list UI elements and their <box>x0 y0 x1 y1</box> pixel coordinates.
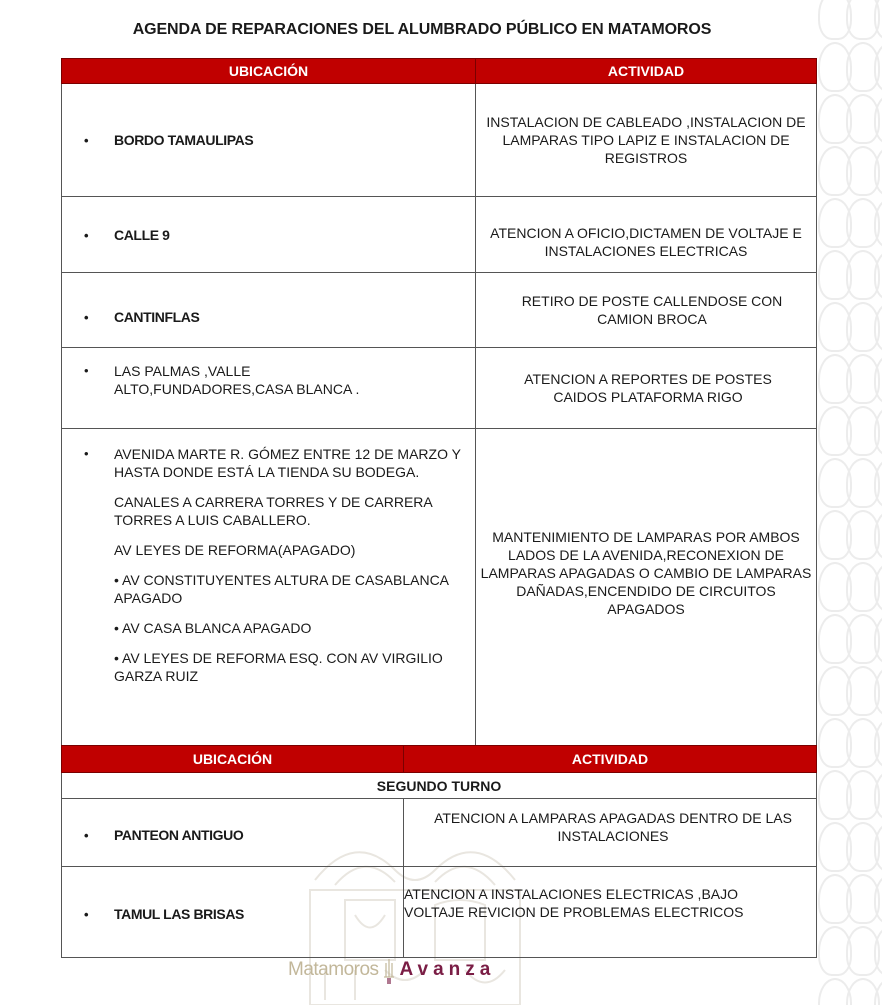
watermark-leaf <box>874 406 882 456</box>
watermark-leaf <box>874 874 882 924</box>
location-text: CANTINFLAS <box>114 309 200 325</box>
watermark-leaf <box>818 354 852 404</box>
watermark-leaf <box>874 510 882 560</box>
watermark-leaf <box>874 458 882 508</box>
location-text: TAMUL LAS BRISAS <box>114 906 244 922</box>
table-header-row <box>62 59 817 84</box>
watermark-leaf <box>874 562 882 612</box>
bullet: • <box>84 907 89 922</box>
repairs-table-first-shift <box>61 58 817 746</box>
table-row <box>62 348 817 429</box>
location-cell <box>62 429 476 746</box>
watermark-leaf <box>846 42 880 92</box>
watermark-leaf <box>818 926 852 976</box>
activity-cell: INSTALACION DE CABLEADO ,INSTALACION DE LAMPARAS TIPO LAPIZ E INSTALACION DE REGISTROS <box>476 84 817 197</box>
watermark-leaf <box>874 614 882 664</box>
watermark-leaf <box>874 666 882 716</box>
watermark-leaf <box>846 666 880 716</box>
watermark-leaf <box>818 614 852 664</box>
watermark-leaf <box>874 146 882 196</box>
table-row <box>62 273 817 348</box>
watermark-leaf <box>846 822 880 872</box>
watermark-leaf <box>846 510 880 560</box>
watermark-leaf <box>846 926 880 976</box>
watermark-leaf <box>874 198 882 248</box>
watermark-leaf <box>846 614 880 664</box>
watermark-leaf <box>818 406 852 456</box>
watermark-leaf <box>818 302 852 352</box>
table-header-row <box>62 746 817 773</box>
watermark-leaf <box>818 666 852 716</box>
bullet: • <box>84 227 89 243</box>
watermark-leaf <box>818 94 852 144</box>
watermark-leaf <box>874 770 882 820</box>
watermark-leaf <box>846 562 880 612</box>
watermark-leaf <box>846 978 880 1005</box>
bullet: • <box>84 363 89 378</box>
watermark-leaf <box>818 250 852 300</box>
matamoros-avanza-logo <box>288 955 568 985</box>
watermark-leaf <box>818 562 852 612</box>
watermark-leaf <box>846 146 880 196</box>
bullet: • <box>84 310 89 325</box>
activity-cell: ATENCION A INSTALACIONES ELECTRICAS ,BAJO VOLTAJE REVICION DE PROBLEMAS ELECTRICOS <box>404 867 817 958</box>
table-row <box>62 799 817 867</box>
watermark-leaf <box>846 250 880 300</box>
header-location: UBICACIÓN <box>62 746 404 773</box>
watermark-leaf <box>818 510 852 560</box>
bullet: • <box>84 133 89 148</box>
watermark-leaf <box>874 94 882 144</box>
watermark-leaf <box>818 458 852 508</box>
watermark-leaf <box>818 822 852 872</box>
watermark-leaf <box>846 94 880 144</box>
location-cell <box>62 799 404 867</box>
watermark-leaf <box>818 0 852 40</box>
location-text: CANALES A CARRERA TORRES Y DE CARRERA TORRES A LUIS CABALLERO. <box>114 494 432 528</box>
logo-text-avanza: Avanza <box>399 959 496 980</box>
watermark-leaf <box>846 458 880 508</box>
watermark-leaf <box>874 0 882 40</box>
watermark-leaf <box>818 770 852 820</box>
table-row <box>62 867 817 958</box>
section-row <box>62 773 817 799</box>
location-cell <box>62 84 476 197</box>
watermark-leaf <box>818 42 852 92</box>
watermark-leaf <box>818 146 852 196</box>
location-text: CALLE 9 <box>114 226 170 243</box>
watermark-leaf <box>874 42 882 92</box>
header-activity: ACTIVIDAD <box>476 59 817 84</box>
location-text: AV LEYES DE REFORMA(APAGADO) <box>114 542 356 558</box>
watermark-leaf <box>818 978 852 1005</box>
location-cell <box>62 867 404 958</box>
activity-cell: RETIRO DE POSTE CALLENDOSE CON CAMION BROCA <box>476 273 817 348</box>
watermark-leaf <box>846 406 880 456</box>
watermark-leaf <box>846 0 880 40</box>
watermark-leaf <box>846 874 880 924</box>
watermark-leaf <box>874 250 882 300</box>
location-text: AVENIDA MARTE R. GÓMEZ ENTRE 12 DE MARZO Y HASTA DONDE ESTÁ LA TIENDA SU BODEGA. <box>114 446 461 480</box>
activity-cell: ATENCION A LAMPARAS APAGADAS DENTRO DE LAS INSTALACIONES <box>404 799 817 867</box>
watermark-leaf <box>846 198 880 248</box>
watermark-leaf <box>874 354 882 404</box>
watermark-leaf <box>846 354 880 404</box>
header-location: UBICACIÓN <box>62 59 476 84</box>
section-label: SEGUNDO TURNO <box>62 773 817 799</box>
watermark-pattern <box>812 0 882 1005</box>
location-text: PANTEON ANTIGUO <box>114 826 244 843</box>
page-title: AGENDA DE REPARACIONES DEL ALUMBRADO PÚBLICO EN MATAMOROS <box>132 21 712 38</box>
bullet: • <box>84 827 89 843</box>
table-row <box>62 84 817 197</box>
location-text: • AV CONSTITUYENTES ALTURA DE CASABLANCA APAGADO <box>114 572 449 606</box>
header-activity: ACTIVIDAD <box>404 746 817 773</box>
watermark-leaf <box>818 198 852 248</box>
location-cell <box>62 273 476 348</box>
watermark-leaf <box>818 874 852 924</box>
bullet: • <box>84 446 89 461</box>
location-cell <box>62 348 476 429</box>
table-row <box>62 197 817 273</box>
table-row <box>62 429 817 746</box>
watermark-leaf <box>846 302 880 352</box>
location-text: • AV CASA BLANCA APAGADO <box>114 620 312 636</box>
location-cell <box>62 197 476 273</box>
activity-cell: ATENCION A OFICIO,DICTAMEN DE VOLTAJE E INSTALACIONES ELECTRICAS <box>476 197 817 273</box>
location-text: BORDO TAMAULIPAS <box>114 132 254 148</box>
watermark-leaf <box>874 978 882 1005</box>
watermark-leaf <box>846 770 880 820</box>
repairs-table-second-shift <box>61 745 817 958</box>
location-text: LAS PALMAS ,VALLE ALTO,FUNDADORES,CASA BLANCA . <box>114 363 360 397</box>
location-text: • AV LEYES DE REFORMA ESQ. CON AV VIRGILIO GARZA RUIZ <box>114 650 443 684</box>
activity-cell: MANTENIMIENTO DE LAMPARAS POR AMBOS LADOS DE LA AVENIDA,RECONEXION DE LAMPARAS APAGADAS O CAMBIO DE LAMPARAS DAÑADAS,ENCENDIDO DE CIRCUITOS APAGADOS <box>476 429 817 746</box>
watermark-leaf <box>846 718 880 768</box>
watermark-leaf <box>874 926 882 976</box>
watermark-leaf <box>874 718 882 768</box>
logo-pillar-icon <box>382 957 396 983</box>
watermark-leaf <box>874 302 882 352</box>
activity-cell: ATENCION A REPORTES DE POSTES CAIDOS PLATAFORMA RIGO <box>476 348 817 429</box>
logo-text-matamoros: Matamoros <box>288 959 379 980</box>
watermark-leaf <box>818 718 852 768</box>
watermark-leaf <box>874 822 882 872</box>
